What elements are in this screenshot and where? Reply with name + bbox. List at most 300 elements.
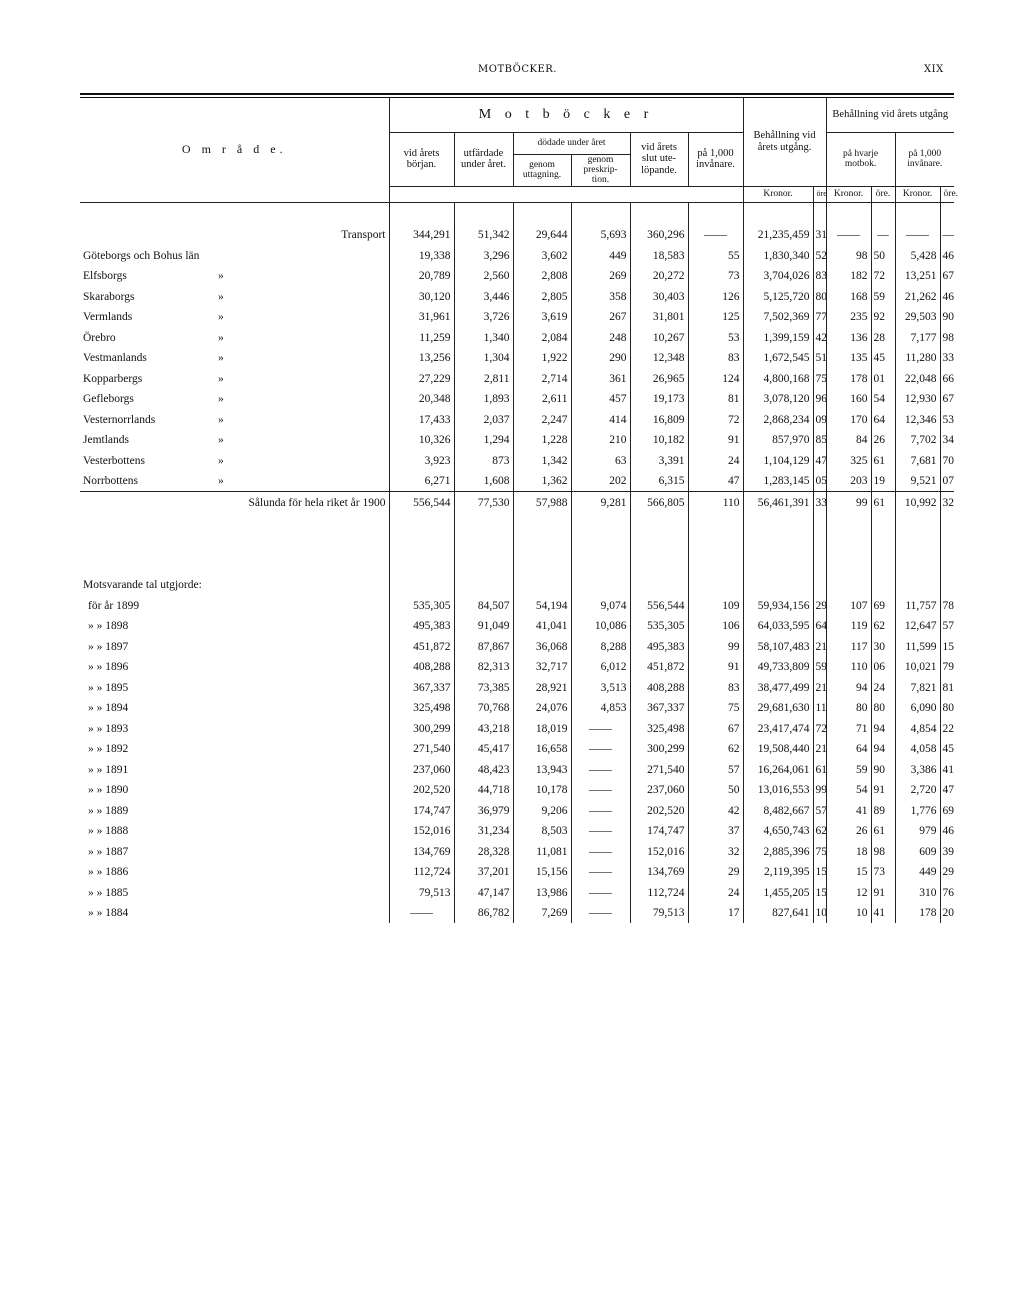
year-cell: 300,299 — [389, 718, 454, 739]
county-cell: 10,267 — [630, 327, 688, 348]
ditto-mark: » — [218, 270, 224, 283]
total-cell: 110 — [688, 492, 743, 513]
spacer-row-mid-cell — [871, 513, 895, 575]
spacer-row-top-cell — [813, 202, 826, 225]
year-cell: —— — [571, 780, 630, 801]
year-cell: 67 — [688, 718, 743, 739]
year-cell: 7,269 — [513, 903, 571, 924]
year-cell: 109 — [688, 595, 743, 616]
county-cell: 449 — [571, 245, 630, 266]
year-cell: 59 — [826, 759, 871, 780]
county-cell: 1,294 — [454, 430, 513, 451]
spacer-row-mid-cell — [389, 513, 454, 575]
total-cell: 61 — [871, 492, 895, 513]
county-cell: 90 — [940, 307, 954, 328]
county-cell: 3,391 — [630, 450, 688, 471]
year-cell: 57 — [813, 800, 826, 821]
year-cell: 46 — [940, 821, 954, 842]
county-cell: 290 — [571, 348, 630, 369]
year-cell: —— — [571, 903, 630, 924]
county-cell: 7,177 — [895, 327, 940, 348]
spacer-row-top-cell — [688, 202, 743, 225]
county-cell: 1,893 — [454, 389, 513, 410]
county-cell: 5,428 — [895, 245, 940, 266]
year-cell: 90 — [871, 759, 895, 780]
county-cell: 10,326 — [389, 430, 454, 451]
year-cell: 64,033,595 — [743, 616, 813, 637]
ditto-mark: » — [218, 454, 224, 467]
year-cell: —— — [571, 800, 630, 821]
county-cell: 202 — [571, 471, 630, 492]
year-cell: 310 — [895, 882, 940, 903]
spacer-row-top-cell — [940, 202, 954, 225]
transport-cell: 31 — [813, 225, 826, 246]
year-cell: 4,854 — [895, 718, 940, 739]
year-cell: 41 — [940, 759, 954, 780]
county-cell: 67 — [940, 266, 954, 287]
year-cell: 79,513 — [389, 882, 454, 903]
year-cell: 11 — [813, 698, 826, 719]
year-cell: 54 — [826, 780, 871, 801]
year-cell: —— — [571, 862, 630, 883]
spacer-row-mid — [80, 513, 954, 575]
county-cell: 2,805 — [513, 286, 571, 307]
county-cell: 17,433 — [389, 409, 454, 430]
county-cell: 26 — [871, 430, 895, 451]
year-cell: 106 — [688, 616, 743, 637]
year-label: » » 1890 — [88, 784, 129, 797]
year-cell: 41 — [871, 903, 895, 924]
county-name: Göteborgs och Bohus län — [83, 249, 200, 262]
county-cell: 1,304 — [454, 348, 513, 369]
transport-cell: —— — [826, 225, 871, 246]
transport-cell: 5,693 — [571, 225, 630, 246]
county-cell: 5,125,720 — [743, 286, 813, 307]
county-cell: 1,228 — [513, 430, 571, 451]
year-label: » » 1894 — [88, 702, 129, 715]
county-cell: 26,965 — [630, 368, 688, 389]
year-label: » » 1887 — [88, 845, 129, 858]
county-label — [80, 307, 389, 328]
header-motbocker: M o t b ö c k e r — [389, 98, 743, 132]
spacer-row-mid-cell — [688, 513, 743, 575]
year-cell: 13,943 — [513, 759, 571, 780]
table-row — [80, 348, 954, 369]
year-cell: 17 — [688, 903, 743, 924]
county-cell: 4,800,168 — [743, 368, 813, 389]
year-cell: 62 — [813, 821, 826, 842]
county-name: Jemtlands — [83, 434, 129, 447]
county-cell: 124 — [688, 368, 743, 389]
year-cell: 91 — [688, 657, 743, 678]
county-cell: 126 — [688, 286, 743, 307]
year-cell: 80 — [940, 698, 954, 719]
year-cell: 21 — [813, 677, 826, 698]
year-row — [80, 657, 954, 678]
county-name: Vermlands — [83, 311, 133, 324]
county-label — [80, 450, 389, 471]
total-label: Sålunda för hela riket år 1900 — [80, 492, 389, 513]
county-cell: 13,251 — [895, 266, 940, 287]
year-cell: 80 — [826, 698, 871, 719]
year-cell: 48,423 — [454, 759, 513, 780]
year-cell: 32 — [688, 841, 743, 862]
spacer-row-top-cell — [630, 202, 688, 225]
year-cell: 11,599 — [895, 636, 940, 657]
year-cell: 28,921 — [513, 677, 571, 698]
motsvarande-cell — [630, 575, 688, 596]
county-cell: 66 — [940, 368, 954, 389]
county-cell: 46 — [940, 245, 954, 266]
year-cell: 99 — [813, 780, 826, 801]
year-cell: 21 — [813, 739, 826, 760]
spacer-row-mid-cell — [743, 513, 813, 575]
year-cell: 119 — [826, 616, 871, 637]
county-cell: 10,182 — [630, 430, 688, 451]
county-cell: 2,084 — [513, 327, 571, 348]
county-cell: 81 — [688, 389, 743, 410]
spacer-row-mid-cell — [826, 513, 871, 575]
county-cell: 325 — [826, 450, 871, 471]
motsvarande-cell — [513, 575, 571, 596]
year-cell: 18 — [826, 841, 871, 862]
county-cell: 11,280 — [895, 348, 940, 369]
transport-cell: —— — [895, 225, 940, 246]
year-label: » » 1884 — [88, 907, 129, 920]
county-cell: 2,868,234 — [743, 409, 813, 430]
motsvarande-cell — [813, 575, 826, 596]
year-cell: 21 — [813, 636, 826, 657]
year-cell: 59 — [813, 657, 826, 678]
county-label — [80, 471, 389, 492]
year-row — [80, 616, 954, 637]
county-cell: 1,830,340 — [743, 245, 813, 266]
year-cell: 42 — [688, 800, 743, 821]
year-row — [80, 780, 954, 801]
year-cell: 79,513 — [630, 903, 688, 924]
county-cell: 7,702 — [895, 430, 940, 451]
county-cell: 358 — [571, 286, 630, 307]
county-cell: 19 — [871, 471, 895, 492]
county-cell: 42 — [813, 327, 826, 348]
county-cell: 01 — [871, 368, 895, 389]
header-behallning-2: Behållning vid årets utgång — [826, 98, 954, 132]
year-label: » » 1891 — [88, 763, 129, 776]
header-genom-preskription: genom preskrip- tion. — [571, 154, 630, 186]
county-cell: 80 — [813, 286, 826, 307]
spacer-row-mid-cell — [513, 513, 571, 575]
spacer-row-top-cell — [454, 202, 513, 225]
year-cell: 72 — [813, 718, 826, 739]
transport-cell: —— — [688, 225, 743, 246]
county-cell: 3,726 — [454, 307, 513, 328]
county-cell: 2,247 — [513, 409, 571, 430]
county-cell: 6,271 — [389, 471, 454, 492]
county-name: Elfsborgs — [83, 270, 127, 283]
county-cell: 3,296 — [454, 245, 513, 266]
total-cell: 99 — [826, 492, 871, 513]
year-cell: 9,074 — [571, 595, 630, 616]
year-cell: 36,979 — [454, 800, 513, 821]
year-cell: 18,019 — [513, 718, 571, 739]
year-cell: 94 — [871, 739, 895, 760]
year-cell: 24 — [871, 677, 895, 698]
county-cell: 2,811 — [454, 368, 513, 389]
county-cell: 135 — [826, 348, 871, 369]
table-row — [80, 368, 954, 389]
year-cell: 237,060 — [389, 759, 454, 780]
year-cell: 10,021 — [895, 657, 940, 678]
year-cell: 271,540 — [389, 739, 454, 760]
year-cell: 75 — [688, 698, 743, 719]
motsvarande-cell — [871, 575, 895, 596]
year-cell: 47 — [940, 780, 954, 801]
header-pa-hvarje-motbok: på hvarje motbok. — [826, 132, 895, 186]
year-cell: 178 — [895, 903, 940, 924]
county-cell: 07 — [940, 471, 954, 492]
year-cell: —— — [571, 882, 630, 903]
county-cell: 77 — [813, 307, 826, 328]
page-number: XIX — [924, 64, 944, 75]
spacer-row-top-cell — [571, 202, 630, 225]
motsvarande-cell — [688, 575, 743, 596]
year-cell: 979 — [895, 821, 940, 842]
year-row — [80, 698, 954, 719]
year-cell: 24,076 — [513, 698, 571, 719]
year-cell: 94 — [826, 677, 871, 698]
transport-cell: 21,235,459 — [743, 225, 813, 246]
county-cell: 9,521 — [895, 471, 940, 492]
year-cell: 29,681,630 — [743, 698, 813, 719]
year-cell: 62 — [688, 739, 743, 760]
county-cell: 12,930 — [895, 389, 940, 410]
year-row — [80, 595, 954, 616]
header-dodade-under-aret: dödade under året — [513, 132, 630, 154]
county-cell: 51 — [813, 348, 826, 369]
year-cell: 13,016,553 — [743, 780, 813, 801]
county-cell: 414 — [571, 409, 630, 430]
year-row — [80, 903, 954, 924]
total-cell: 56,461,391 — [743, 492, 813, 513]
year-cell: 3,386 — [895, 759, 940, 780]
county-cell: 1,283,145 — [743, 471, 813, 492]
year-label: » » 1892 — [88, 743, 129, 756]
year-cell: 1,776 — [895, 800, 940, 821]
year-cell: 29 — [813, 595, 826, 616]
year-cell: 29 — [940, 862, 954, 883]
county-cell: 54 — [871, 389, 895, 410]
total-cell: 566,805 — [630, 492, 688, 513]
year-cell: 408,288 — [630, 677, 688, 698]
county-cell: 72 — [871, 266, 895, 287]
year-cell: 64 — [813, 616, 826, 637]
county-label — [80, 409, 389, 430]
year-cell: 110 — [826, 657, 871, 678]
motsvarande-cell — [826, 575, 871, 596]
year-cell: 112,724 — [389, 862, 454, 883]
transport-cell: 360,296 — [630, 225, 688, 246]
county-cell: 2,714 — [513, 368, 571, 389]
year-label: » » 1895 — [88, 681, 129, 694]
county-cell: 168 — [826, 286, 871, 307]
header-kronor-3: Kronor. — [895, 186, 940, 202]
year-row — [80, 759, 954, 780]
header-kronor-1: Kronor. — [743, 186, 813, 202]
year-cell: 117 — [826, 636, 871, 657]
county-cell: 63 — [571, 450, 630, 471]
county-cell: 20,272 — [630, 266, 688, 287]
year-cell: 15,156 — [513, 862, 571, 883]
year-cell: 2,720 — [895, 780, 940, 801]
year-cell: 75 — [813, 841, 826, 862]
county-cell: 96 — [813, 389, 826, 410]
year-label: » » 1898 — [88, 620, 129, 633]
county-cell: 46 — [940, 286, 954, 307]
county-cell: 1,399,159 — [743, 327, 813, 348]
county-cell: 22,048 — [895, 368, 940, 389]
year-cell: 57 — [688, 759, 743, 780]
year-cell: 98 — [871, 841, 895, 862]
year-row — [80, 718, 954, 739]
year-cell: 12 — [826, 882, 871, 903]
year-cell: 37,201 — [454, 862, 513, 883]
year-cell: 61 — [813, 759, 826, 780]
year-cell: 451,872 — [630, 657, 688, 678]
year-cell: 81 — [940, 677, 954, 698]
year-row — [80, 821, 954, 842]
county-cell: 7,502,369 — [743, 307, 813, 328]
county-cell: 235 — [826, 307, 871, 328]
year-cell: 80 — [871, 698, 895, 719]
county-cell: 64 — [871, 409, 895, 430]
county-cell: 61 — [871, 450, 895, 471]
table-row — [80, 286, 954, 307]
county-cell: 12,346 — [895, 409, 940, 430]
year-cell: 61 — [871, 821, 895, 842]
spacer-row-mid-cell — [454, 513, 513, 575]
motbocker-table — [80, 98, 959, 923]
year-label: » » 1893 — [88, 722, 129, 735]
year-cell: 367,337 — [630, 698, 688, 719]
county-cell: 248 — [571, 327, 630, 348]
spacer-row-top-cell — [743, 202, 813, 225]
year-cell: 10,178 — [513, 780, 571, 801]
table-row — [80, 471, 954, 492]
header-pa-1000-invanare: på 1,000 invånare. — [895, 132, 954, 186]
table-row — [80, 409, 954, 430]
year-cell: —— — [571, 759, 630, 780]
total-cell: 32 — [940, 492, 954, 513]
ditto-mark: » — [218, 393, 224, 406]
county-cell: 53 — [940, 409, 954, 430]
year-cell: 174,747 — [630, 821, 688, 842]
county-cell: 2,611 — [513, 389, 571, 410]
transport-cell: — — [871, 225, 895, 246]
county-cell: 1,340 — [454, 327, 513, 348]
year-cell: 271,540 — [630, 759, 688, 780]
total-cell: 9,281 — [571, 492, 630, 513]
ditto-mark: » — [218, 331, 224, 344]
year-cell: 3,513 — [571, 677, 630, 698]
total-cell: 57,988 — [513, 492, 571, 513]
table-row — [80, 307, 954, 328]
year-cell: 451,872 — [389, 636, 454, 657]
year-row — [80, 636, 954, 657]
county-name: Gefleborgs — [83, 393, 134, 406]
motsvarande-row — [80, 575, 954, 596]
county-cell: 09 — [813, 409, 826, 430]
year-cell: 73,385 — [454, 677, 513, 698]
county-cell: 7,681 — [895, 450, 940, 471]
total-cell: 10,992 — [895, 492, 940, 513]
year-cell: 4,058 — [895, 739, 940, 760]
transport-cell: 51,342 — [454, 225, 513, 246]
header-spacer — [389, 186, 743, 202]
header-vid-arets-slut: vid årets slut ute- löpande. — [630, 132, 688, 186]
year-label: » » 1889 — [88, 804, 129, 817]
county-cell: 267 — [571, 307, 630, 328]
year-cell: 73 — [871, 862, 895, 883]
year-cell: 535,305 — [630, 616, 688, 637]
year-cell: 47,147 — [454, 882, 513, 903]
county-label — [80, 389, 389, 410]
year-cell: 174,747 — [389, 800, 454, 821]
year-label: » » 1885 — [88, 886, 129, 899]
year-cell: 134,769 — [389, 841, 454, 862]
year-label: » » 1897 — [88, 640, 129, 653]
year-cell: 37 — [688, 821, 743, 842]
year-cell: 39 — [940, 841, 954, 862]
county-cell: 27,229 — [389, 368, 454, 389]
year-cell: 152,016 — [630, 841, 688, 862]
county-name: Vesternorrlands — [83, 413, 156, 426]
year-cell: 36,068 — [513, 636, 571, 657]
year-cell: 325,498 — [630, 718, 688, 739]
year-cell: 10,086 — [571, 616, 630, 637]
transport-cell: — — [940, 225, 954, 246]
county-label — [80, 368, 389, 389]
spacer-row-top-cell — [826, 202, 871, 225]
year-row — [80, 800, 954, 821]
year-label: » » 1886 — [88, 866, 129, 879]
spacer-row-mid-cell — [940, 513, 954, 575]
ditto-mark: » — [218, 352, 224, 365]
county-cell: 12,348 — [630, 348, 688, 369]
year-cell: 535,305 — [389, 595, 454, 616]
year-cell: 9,206 — [513, 800, 571, 821]
county-cell: 1,104,129 — [743, 450, 813, 471]
county-cell: 3,704,026 — [743, 266, 813, 287]
county-cell: 67 — [940, 389, 954, 410]
header-ore-2: öre. — [871, 186, 895, 202]
county-cell: 30,120 — [389, 286, 454, 307]
year-cell: 10 — [813, 903, 826, 924]
county-cell: 33 — [940, 348, 954, 369]
county-cell: 34 — [940, 430, 954, 451]
year-cell: 8,288 — [571, 636, 630, 657]
year-cell: 20 — [940, 903, 954, 924]
year-cell: 69 — [871, 595, 895, 616]
year-cell: 41 — [826, 800, 871, 821]
year-cell: 32,717 — [513, 657, 571, 678]
ditto-mark: » — [218, 311, 224, 324]
county-cell: 2,037 — [454, 409, 513, 430]
transport-cell: 344,291 — [389, 225, 454, 246]
year-cell: 59,934,156 — [743, 595, 813, 616]
year-cell: 11,081 — [513, 841, 571, 862]
year-cell: 87,867 — [454, 636, 513, 657]
transport-row — [80, 225, 954, 246]
